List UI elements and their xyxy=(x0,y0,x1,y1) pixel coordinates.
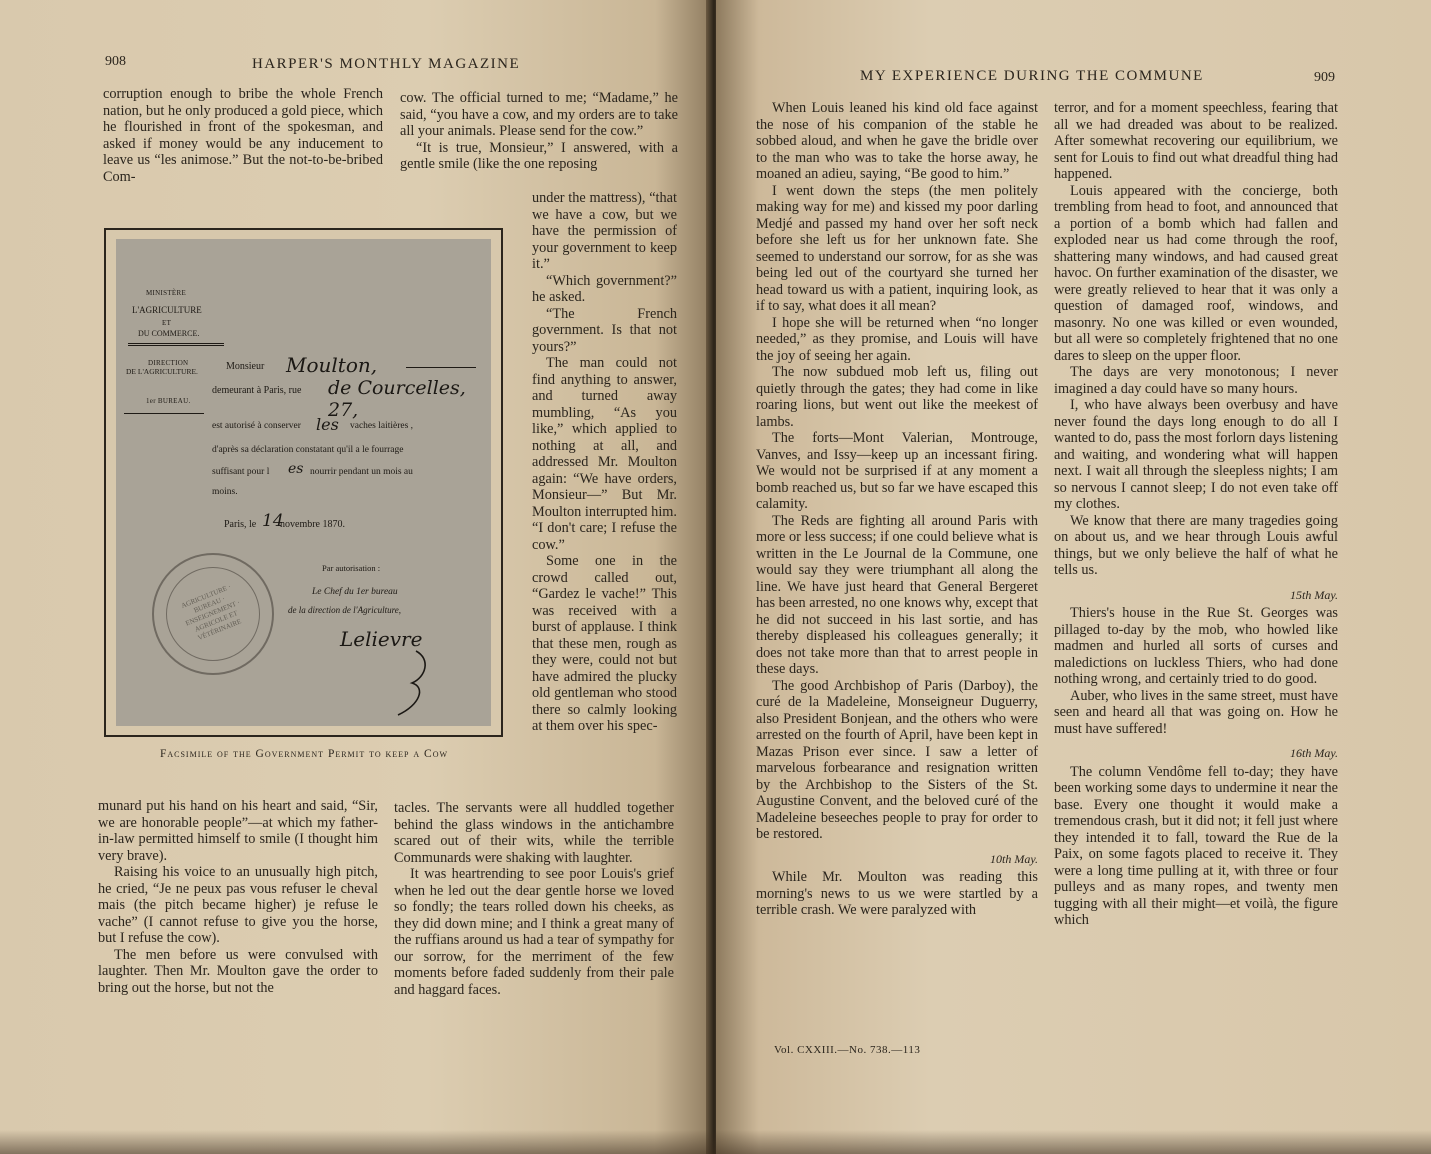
left-col2-top xyxy=(400,90,678,173)
permit-document xyxy=(116,239,491,726)
direction-line-1: DIRECTION xyxy=(148,359,189,367)
paragraph: The Reds are fighting all around Paris with more or less success; if one could believe what is written in the Le Journal de la Commune, one would say they were triumphant all along the line. We have just heard that General Bergeret has been arrested, no one knows why, except that he did not succeed in his last sortie, and has thereby displeased his colleagues generally; it does not take more than that to arrest people in these days. xyxy=(756,512,1038,677)
paragraph: munard put his hand on his heart and said, “Sir, we are honorable people”—at which my father-in-law permitted himself to smile (I thought him very brave). xyxy=(98,798,378,864)
left-col2-bottom xyxy=(394,800,674,998)
paragraph: Some one in the crowd called out, “Gardez le vache!” This was received with a burst of applause. I think that these men, rough as they were, could not but have admired the plucky old gentleman who stood there so calmly looking at them over his spec- xyxy=(532,553,677,734)
handwritten-sufficient: es xyxy=(288,461,304,477)
right-col1 xyxy=(756,100,1038,919)
date-heading: 16th May. xyxy=(1290,746,1338,760)
left-col1-top xyxy=(103,86,383,185)
paragraph: under the mattress), “that we have a cow, but we have the permission of your government to keep it.” xyxy=(532,190,677,272)
paragraph: The good Archbishop of Paris (Darboy), the curé de la Madeleine, Monseigneur Duguerry, also President Bonjean, and the others who were arrested on the fourth of April, have been kept in Mazas Prison ever since. I saw a letter of marvelous forbearance and resignation written by the Archbishop to the Sisters of the St. Augustine Convent, and the beloved curé of the Madeleine beseeches people to pray for order to be restored. xyxy=(756,677,1038,842)
paragraph: It was heartrending to see poor Louis's grief when he led out the dear gentle horse we loved so fondly; the tears rolled down his cheeks, as they did down mine; and I think a great many of the ruffians around us had a tear of sympathy for our sorrow, for the merriment of the few moments before faded suddenly from their pale and haggard faces. xyxy=(394,866,674,998)
sufficient-label: suffisant pour l xyxy=(212,467,270,477)
declaration-label: d'après sa déclaration constatant qu'il a le fourrage xyxy=(212,445,404,455)
left-col1-bottom xyxy=(98,798,378,996)
paragraph: I hope she will be returned when “no longer needed,” as they promise, and Louis will have the joy of seeing her again. xyxy=(756,314,1038,364)
official-seal xyxy=(152,553,274,675)
handwritten-count: les xyxy=(316,415,339,434)
seal-text: AGRICULTURE · BUREAU · ENSEIGNEMENT · AGRICOLE ET VÉTÉRINAIRE xyxy=(180,582,243,643)
nourish-label: nourrir pendant un mois au xyxy=(310,467,413,477)
paragraph: The column Vendôme fell to-day; they have been working some days to undermine it near the base. Every one thought it would make a tremendous crash, but it did not; it fell just where they intended it to fall, toward the Rue de la Paix, on some fagots placed to receive it. They were a long time pulling at it, with three or four pulleys and as many ropes, and twenty men tugging with all their might—et voilà, the figure which xyxy=(1054,763,1338,928)
vaches-label: vaches laitières , xyxy=(350,421,414,431)
figure-caption: Facsimile of the Government Permit to keep a Cow xyxy=(159,748,449,760)
handwritten-day: 14 xyxy=(262,511,284,531)
par-autorisation: Par autorisation : xyxy=(322,563,381,573)
divider xyxy=(124,413,204,414)
chef-line-1: Le Chef du 1er bureau xyxy=(312,587,398,597)
right-running-head: MY EXPERIENCE DURING THE COMMUNE xyxy=(860,68,1204,84)
ministry-line-2: L'AGRICULTURE xyxy=(132,305,202,315)
monsieur-label: Monsieur xyxy=(226,361,265,372)
date-suffix: novembre 1870. xyxy=(280,519,345,530)
direction-line-2: DE L'AGRICULTURE. xyxy=(126,367,198,376)
paragraph: I went down the steps (the men politely making way for me) and kissed my poor darling Medjé and passed my hand over her soft neck before she left us for her unknown fate. She seemed to understand our sorrow, for as she was being led out of the courtyard she turned her head toward us with a patient, inquiring look, as if to say, what does it all mean? xyxy=(756,182,1038,314)
date-prefix: Paris, le xyxy=(224,519,257,530)
permit-facsimile-figure xyxy=(104,228,503,737)
moins-label: moins. xyxy=(212,487,238,497)
paragraph: “It is true, Monsieur,” I answered, with a gentle smile (like the one reposing xyxy=(400,139,678,172)
paragraph: When Louis leaned his kind old face against the nose of his companion of the stable he sobbed aloud, and when he gave the bridle over to the man who was to take the horse away, he moaned an adieu, saying, “Be good to him.” xyxy=(756,100,1038,182)
paragraph: Raising his voice to an unusually high pitch, he cried, “Je ne peux pas vous refuser le cheval mais (the pitch became higher) je refuse le vache” (I cannot refuse to give you the horse, but I refuse the cow). xyxy=(98,864,378,946)
handwritten-name: Moulton, xyxy=(286,353,378,377)
left-folio: 908 xyxy=(105,54,126,69)
ministry-line-4: DU COMMERCE. xyxy=(138,329,200,338)
paragraph: Louis appeared with the concierge, both trembling from head to foot, and announced that a portion of a bomb which had fallen and exploded near us had come through the roof, shattering many windows, and had caused great havoc. On further examination of the disaster, we were greatly relieved to hear that it was only a question of damaged roof, windows, and masonry. No one was killed or even wounded, but all were so completely frightened that no one dares to sleep on the upper floor. xyxy=(1054,182,1338,364)
right-page xyxy=(716,0,1431,1154)
signature: Lelievre xyxy=(340,627,423,651)
paragraph: The days are very monotonous; I never imagined a day could have so many hours. xyxy=(1054,364,1338,397)
divider xyxy=(128,343,224,346)
paragraph: Thiers's house in the Rue St. Georges was pillaged to-day by the mob, who howled like madmen and hurled all sorts of curses and maledictions on luckless Thiers, who had done nothing wrong, and certainly tried to do good. xyxy=(1054,605,1338,687)
residing-label: demeurant à Paris, rue xyxy=(212,385,302,396)
paragraph: Auber, who lives in the same street, must have seen and heard all that was going on. How he must have suffered! xyxy=(1054,687,1338,737)
paragraph: “Which government?” he asked. xyxy=(532,272,677,305)
paragraph: terror, and for a moment speechless, fearing that all we had dreaded was about to be realized. After somewhat recovering our equilibrium, we sent for Louis to find out what dreadful thing had happened. xyxy=(1054,100,1338,182)
paragraph: The now subdued mob left us, filing out quietly through the gates; they had come in like roaring lions, but went out like the meekest of lambs. xyxy=(756,364,1038,430)
ministry-line-3: ET xyxy=(162,319,172,327)
paragraph: The forts—Mont Valerian, Montrouge, Vanves, and Issy—keep up an incessant firing. We would not be surprised if at any moment a bomb reached us, but so far we have escaped this calamity. xyxy=(756,430,1038,512)
page-bottom-shadow xyxy=(0,1130,1431,1154)
authorized-label: est autorisé à conserver xyxy=(212,421,301,431)
paragraph: The man could not find anything to answer, and turned away mumbling, “As you like,” which applied to nothing at all, and addressed Mr. Moulton again: “We have orders, Monsieur—” But Mr. Moulton interrupted him. “I don't care; I refuse the cow.” xyxy=(532,355,677,553)
paragraph: cow. The official turned to me; “Madame,” he said, “you have a cow, and my orders are to take all your animals. Please send for the cow.” xyxy=(400,90,678,139)
paragraph: corruption enough to bribe the whole French nation, but he only produced a gold piece, which he flourished in front of the spokesman, and asked if money would be any inducement to leave us “les animose.” But the not-to-be-bribed Com- xyxy=(103,86,383,185)
left-page xyxy=(0,0,712,1154)
paragraph: The men before us were convulsed with laughter. Then Mr. Moulton gave the order to bring out the horse, but not the xyxy=(98,946,378,996)
paragraph: I, who have always been overbusy and have never found the days long enough to do all I wanted to do, pass the most forlorn days listening and waiting, and wondering what will happen next. I wait all through the sleepless nights; I am so nervous I cannot sleep; I do not even take off my clothes. xyxy=(1054,397,1338,512)
paragraph: While Mr. Moulton was reading this morning's news to us we were startled by a terrible crash. We were paralyzed with xyxy=(756,869,1038,918)
chef-line-2: de la direction de l'Agriculture, xyxy=(288,605,401,615)
handwritten-street: de Courcelles, 27, xyxy=(328,377,466,421)
bureau-line: 1er BUREAU. xyxy=(146,397,191,405)
signature-flourish xyxy=(386,649,446,719)
date-heading: 15th May. xyxy=(1290,587,1338,602)
right-folio: 909 xyxy=(1314,70,1335,85)
right-col2 xyxy=(1054,100,1338,929)
left-narrow-col xyxy=(532,190,677,735)
fill-line xyxy=(406,367,476,368)
ministry-line-1: MINISTÈRE xyxy=(146,289,187,297)
date-heading: 10th May. xyxy=(990,851,1038,866)
paragraph: We know that there are many tragedies going on about us, and we hear through Louis awful things, but we only believe the half of what he tells us. xyxy=(1054,512,1338,578)
left-running-head: HARPER'S MONTHLY MAGAZINE xyxy=(252,56,521,72)
paragraph: “The French government. Is that not yours?” xyxy=(532,305,677,355)
paragraph: tacles. The servants were all huddled together behind the glass windows in the antichambre scared out of their wits, while the terrible Communards were shaking with laughter. xyxy=(394,800,674,866)
volume-footer: Vol. CXXIII.—No. 738.—113 xyxy=(774,1044,921,1056)
